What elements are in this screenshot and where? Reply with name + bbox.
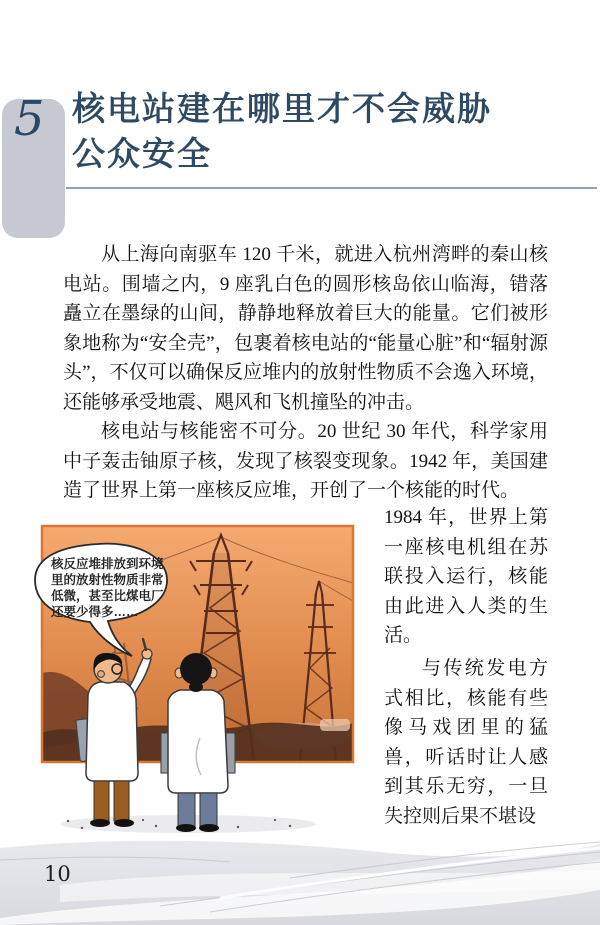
footer-wave-graphic bbox=[0, 830, 600, 925]
pants-leg bbox=[94, 781, 109, 821]
ear bbox=[98, 671, 105, 678]
lab-coat bbox=[168, 690, 228, 793]
bubble-line-2: 里的放射性物质非常 bbox=[51, 573, 164, 587]
article-body-wide bbox=[63, 240, 548, 506]
page-title bbox=[72, 86, 572, 176]
paragraph-2-wide: 核电站与核能密不可分。20 世纪 30 年代，科学家用中子轰击铀原子核，发现了核裂变现象。1942 年，美国建造了世界上第一座核反应堆，开创了一个核能的时代。 bbox=[63, 421, 548, 501]
pants-leg bbox=[200, 793, 217, 826]
paragraph-1: 从上海向南驱车 120 千米，就进入杭州湾畔的秦山核电站。围墙之内，9 座乳白色的圆形核岛依山临海，错落矗立在墨绿的山间，静静地释放着巨大的能量。它们被形象地称为“安全壳”，包裹着核电站的“能量心脏”和“辐射源头”，不仅可以确保反应堆内的放射性物质不会逸入环境，还能够承受地震、飓风和飞机撞坠的冲击。 bbox=[63, 244, 548, 413]
chapter-number: 5 bbox=[14, 91, 45, 147]
bubble-line-4: 还要少得多…… bbox=[51, 605, 139, 619]
page-title-line1: 核电站建在哪里才不会威胁 bbox=[72, 90, 492, 127]
pants-leg bbox=[114, 781, 129, 821]
hair bbox=[180, 653, 212, 685]
hair-bun bbox=[189, 682, 203, 692]
pants-leg bbox=[178, 793, 195, 826]
shoe bbox=[114, 819, 134, 827]
paragraph-2-continued: 1984 年，世界上第一座核电机组在苏联投入运行，核能由此进入人类的生活。 bbox=[384, 507, 548, 647]
page-title-line2: 公众安全 bbox=[72, 135, 212, 172]
building-highlight bbox=[320, 719, 350, 731]
paragraph-3: 与传统发电方式相比，核能有些像马戏团里的猛兽，听话时让人感到其乐无穷，一旦失控则后果不堪设 bbox=[384, 657, 548, 827]
title-divider bbox=[66, 187, 597, 189]
page-number: 10 bbox=[44, 862, 71, 886]
article-body-narrow bbox=[384, 503, 548, 832]
illustration-pylon-cartoon bbox=[38, 523, 358, 835]
lab-coat bbox=[86, 682, 138, 781]
bubble-line-1: 核反应堆排放到环境 bbox=[51, 557, 164, 571]
bubble-line-3: 低微，甚至比煤电厂 bbox=[51, 589, 164, 603]
shoe bbox=[90, 819, 110, 827]
